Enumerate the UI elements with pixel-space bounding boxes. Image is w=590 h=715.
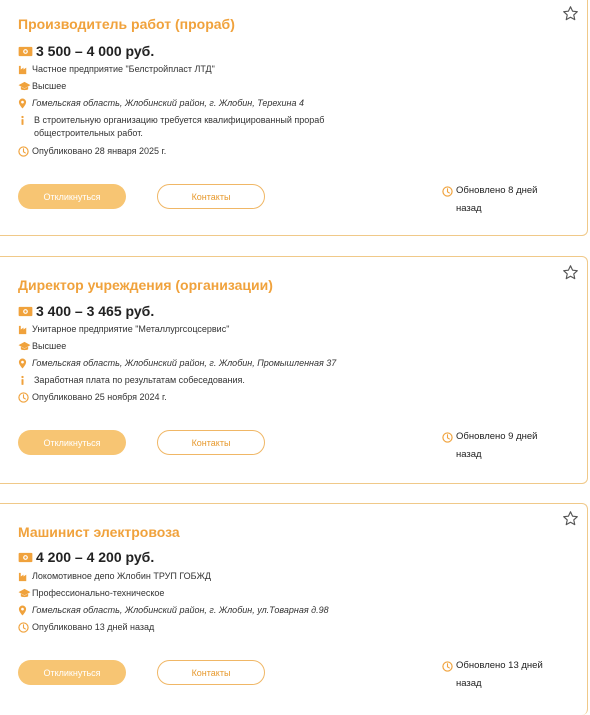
money-icon — [18, 46, 33, 57]
info-row — [18, 114, 378, 140]
info-icon — [20, 375, 25, 386]
updated-text: Обновлено 8 дней назад — [456, 185, 538, 214]
published-row — [18, 621, 378, 634]
description: В строительную организацию требуется квалифицированный прораб общестроительных работ. — [34, 115, 325, 138]
company-row — [18, 63, 378, 76]
apply-button[interactable]: Откликнуться — [18, 660, 126, 685]
clock-icon — [442, 432, 453, 443]
salary — [18, 43, 154, 59]
star-icon[interactable] — [562, 264, 579, 281]
updated-info — [442, 657, 556, 693]
graduation-cap-icon — [18, 588, 31, 599]
vacancy-card — [0, 256, 588, 484]
location-pin-icon — [18, 605, 27, 616]
published-row — [18, 391, 378, 404]
location-pin-icon — [18, 358, 27, 369]
published-date: Опубликовано 13 дней назад — [32, 622, 155, 632]
salary-text: 3 400 – 3 465 руб. — [36, 303, 155, 319]
vacancy-title[interactable]: Директор учреждения (организации) — [18, 277, 273, 293]
updated-text: Обновлено 9 дней назад — [456, 431, 538, 460]
contacts-button[interactable]: Контакты — [157, 430, 265, 455]
education-row — [18, 340, 378, 353]
company-row — [18, 323, 378, 336]
updated-info — [442, 182, 556, 218]
published-date: Опубликовано 25 ноября 2024 г. — [32, 392, 167, 402]
money-icon — [18, 552, 33, 563]
company-name: Локомотивное депо Жлобин ТРУП ГОБЖД — [32, 571, 211, 581]
vacancy-title[interactable]: Производитель работ (прораб) — [18, 16, 235, 32]
salary — [18, 549, 154, 565]
clock-icon — [18, 622, 29, 633]
description: Заработная плата по результатам собеседования. — [34, 375, 245, 385]
info-icon — [20, 115, 25, 126]
graduation-cap-icon — [18, 81, 31, 92]
education: Профессионально-техническое — [32, 588, 165, 598]
apply-button[interactable]: Откликнуться — [18, 430, 126, 455]
education: Высшее — [32, 81, 67, 91]
location-row — [18, 357, 378, 370]
contacts-button[interactable]: Контакты — [157, 660, 265, 685]
location-row — [18, 97, 378, 110]
vacancy-card — [0, 503, 588, 715]
clock-icon — [442, 186, 453, 197]
factory-icon — [18, 324, 29, 335]
clock-icon — [18, 146, 29, 157]
education-row — [18, 80, 378, 93]
graduation-cap-icon — [18, 341, 31, 352]
info-row — [18, 374, 378, 387]
salary-text: 4 200 – 4 200 руб. — [36, 549, 155, 565]
location: Гомельская область, Жлобинский район, г. Жлобин, Промышленная 37 — [32, 358, 337, 368]
education-row — [18, 587, 378, 600]
vacancy-card — [0, 0, 588, 236]
money-icon — [18, 306, 33, 317]
star-icon[interactable] — [562, 5, 579, 22]
factory-icon — [18, 64, 29, 75]
factory-icon — [18, 571, 29, 582]
clock-icon — [442, 661, 453, 672]
published-date: Опубликовано 28 января 2025 г. — [32, 146, 167, 156]
vacancy-title[interactable]: Машинист электровоза — [18, 524, 180, 540]
salary-text: 3 500 – 4 000 руб. — [36, 43, 155, 59]
star-icon[interactable] — [562, 510, 579, 527]
location: Гомельская область, Жлобинский район, г. Жлобин, ул.Товарная д.98 — [32, 605, 329, 615]
updated-info — [442, 428, 556, 464]
education: Высшее — [32, 341, 67, 351]
location-row — [18, 604, 378, 617]
location-pin-icon — [18, 98, 27, 109]
location: Гомельская область, Жлобинский район, г. Жлобин, Терехина 4 — [32, 98, 304, 108]
company-row — [18, 570, 378, 583]
salary — [18, 303, 154, 319]
contacts-button[interactable]: Контакты — [157, 184, 265, 209]
apply-button[interactable]: Откликнуться — [18, 184, 126, 209]
company-name: Частное предприятие "Белстройпласт ЛТД" — [32, 64, 215, 74]
published-row — [18, 145, 378, 158]
updated-text: Обновлено 13 дней назад — [456, 660, 543, 689]
clock-icon — [18, 392, 29, 403]
company-name: Унитарное предприятие "Металлургсоцсервис" — [32, 324, 230, 334]
